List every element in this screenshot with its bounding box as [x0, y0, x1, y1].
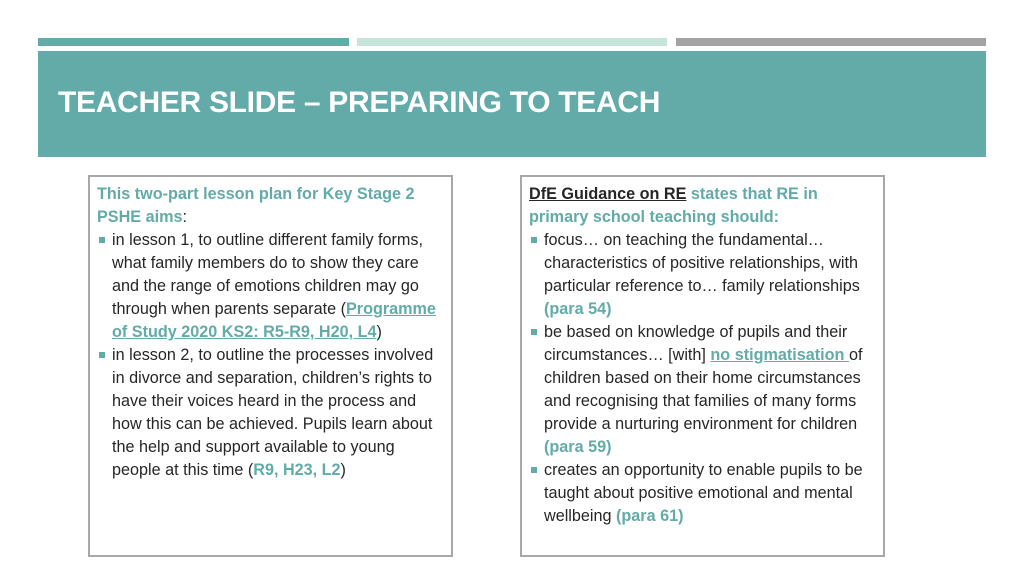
para-reference: (para 61) [616, 507, 684, 525]
accent-bar-mint [357, 38, 667, 46]
page-title: TEACHER SLIDE – PREPARING TO TEACH [58, 86, 661, 119]
bullet-end: ) [340, 461, 346, 479]
bullet-text: be based on knowledge of pupils and their circumstances… [with] [544, 323, 848, 364]
bullet-text-continued: of children based on their home circumstances and recognising that families of many forms provide a nurturing environment for children [544, 346, 863, 433]
para-reference: (para 59) [544, 438, 612, 456]
dfe-guidance-panel [520, 175, 885, 557]
dfe-guidance-intro [529, 183, 875, 229]
bullet-end: ) [376, 323, 382, 341]
list-item [529, 459, 875, 528]
accent-bar-gray [676, 38, 986, 46]
list-item [97, 344, 443, 482]
square-bullet-icon [99, 237, 105, 243]
intro-text: This two-part lesson plan for Key Stage 2 PSHE aims [97, 185, 415, 226]
bullet-text: in lesson 1, to outline different family forms, what family members do to show they care and the range of emotions children may go through when parents separate ( [112, 231, 424, 318]
list-item [97, 229, 443, 344]
square-bullet-icon [531, 329, 537, 335]
accent-bar-teal [38, 38, 349, 46]
list-item [529, 321, 875, 459]
intro-colon: : [182, 208, 187, 226]
list-item [529, 229, 875, 321]
dfe-guidance-link[interactable]: DfE Guidance on RE [529, 185, 687, 203]
intro-rest: states that RE in primary school teaching should: [529, 185, 818, 226]
curriculum-reference: R9, H23, L2 [253, 461, 341, 479]
bullet-text: in lesson 2, to outline the processes involved in divorce and separation, children’s rights to have their voices heard in the process and how this can be achieved. Pupils learn about the help and support available to young people at this time ( [112, 346, 434, 479]
dfe-guidance-list [529, 229, 875, 528]
lesson-aims-panel [88, 175, 453, 557]
lesson-aims-list [97, 229, 443, 482]
title-banner [38, 51, 986, 157]
bullet-text: focus… on teaching the fundamental… characteristics of positive relationships, with particular reference to… family relationships [544, 231, 860, 295]
no-stigmatisation-link[interactable]: no stigmatisation [710, 346, 849, 364]
square-bullet-icon [531, 237, 537, 243]
bullet-text: creates an opportunity to enable pupils to be taught about positive emotional and mental wellbeing [544, 461, 863, 525]
square-bullet-icon [99, 352, 105, 358]
square-bullet-icon [531, 467, 537, 473]
para-reference: (para 54) [544, 300, 612, 318]
programme-of-study-link[interactable]: Programme of Study 2020 KS2: R5-R9, H20, L4 [112, 300, 436, 341]
lesson-aims-intro [97, 183, 443, 229]
